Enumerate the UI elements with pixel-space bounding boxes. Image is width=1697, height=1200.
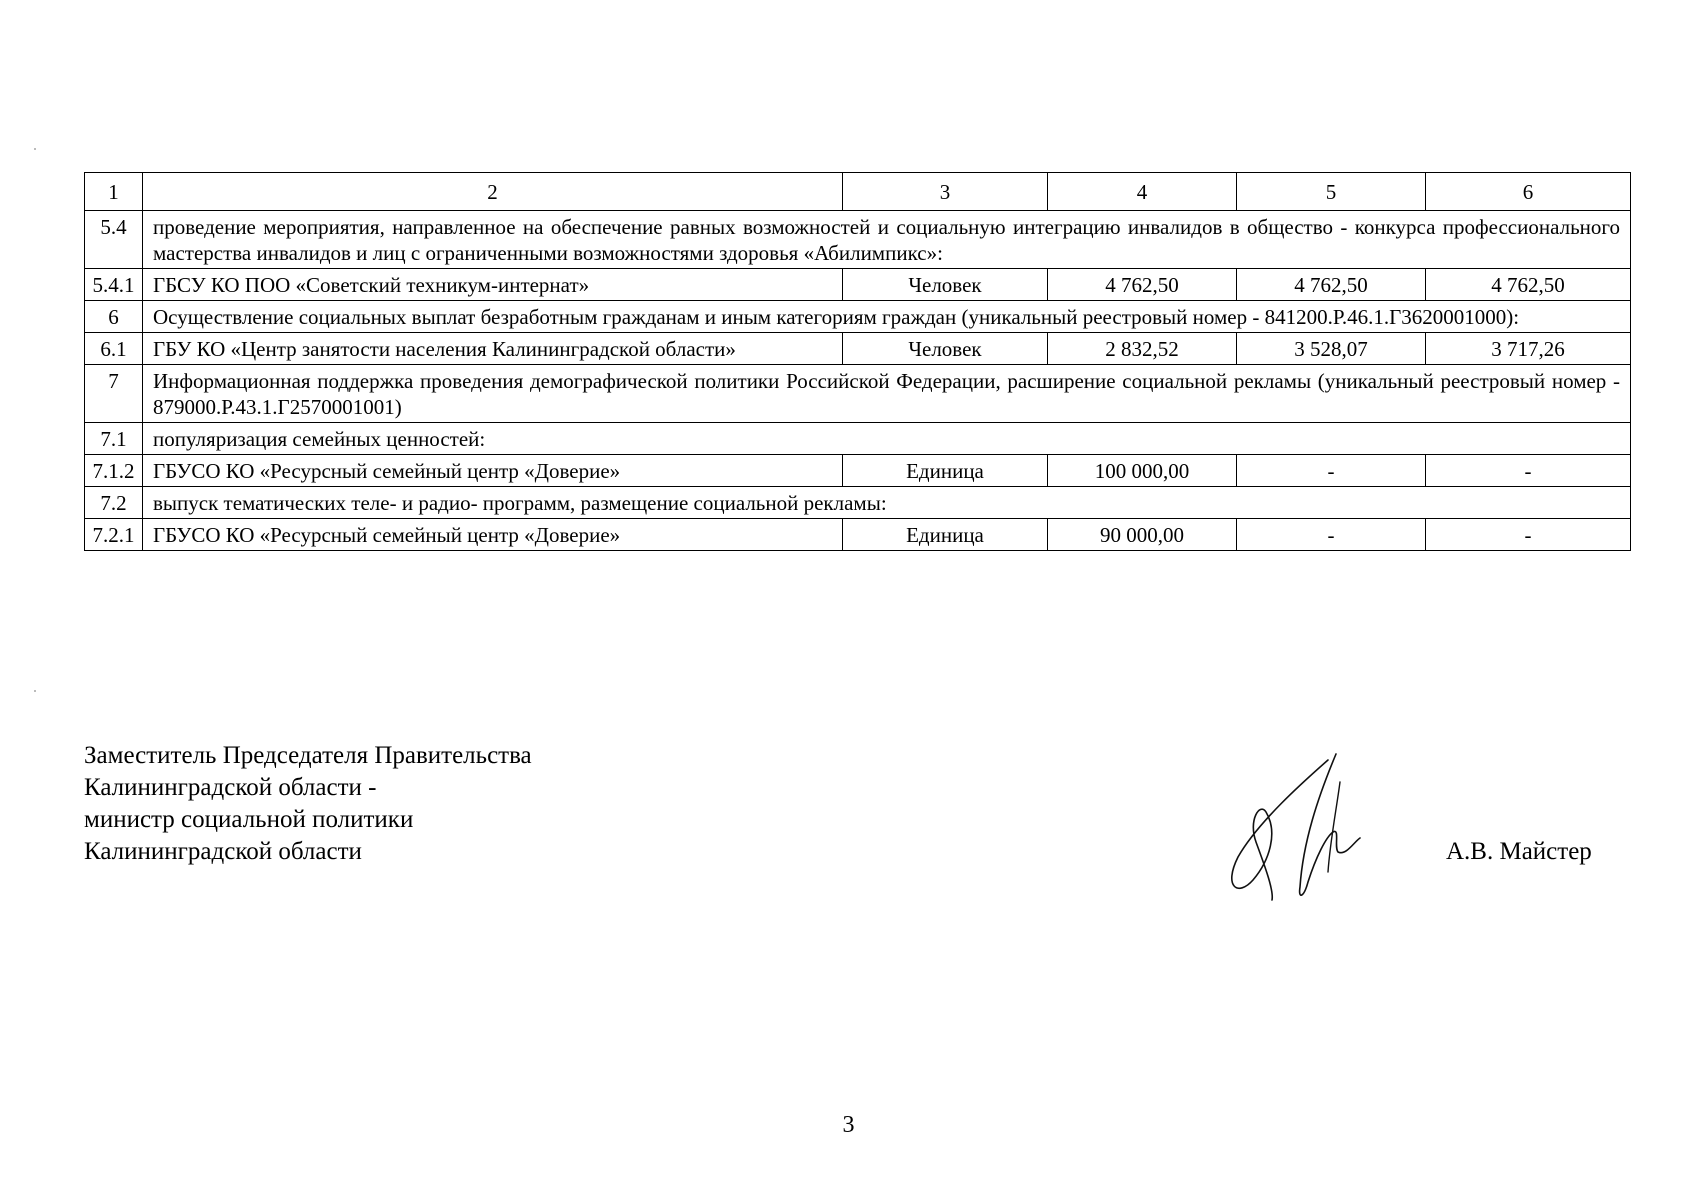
signatory-title xyxy=(84,740,532,868)
header-cell-4: 4 xyxy=(1048,173,1237,211)
signatory-title-line: министр социальной политики xyxy=(84,806,414,833)
section-row xyxy=(85,211,1631,269)
signatory-title-line: Калининградской области - xyxy=(84,774,377,801)
value-cell: - xyxy=(1237,519,1426,551)
unit-cell: Единица xyxy=(843,519,1048,551)
scan-speck xyxy=(34,690,36,692)
row-number-cell: 6 xyxy=(85,301,143,333)
unit-cell: Единица xyxy=(843,455,1048,487)
organization-cell: ГБУСО КО «Ресурсный семейный центр «Доверие» xyxy=(143,519,843,551)
item-row xyxy=(85,333,1631,365)
value-cell: 4 762,50 xyxy=(1048,269,1237,301)
section-row xyxy=(85,487,1631,519)
row-number-cell: 5.4 xyxy=(85,211,143,269)
row-number-cell: 7 xyxy=(85,365,143,423)
item-row xyxy=(85,269,1631,301)
section-description-cell: популяризация семейных ценностей: xyxy=(143,423,1631,455)
value-cell: 3 717,26 xyxy=(1426,333,1631,365)
data-table xyxy=(84,172,1631,551)
row-number-cell: 7.1 xyxy=(85,423,143,455)
organization-cell: ГБУ КО «Центр занятости населения Калининградской области» xyxy=(143,333,843,365)
section-description-cell: Информационная поддержка проведения демографической политики Российской Федерации, расширение социальной рекламы (уникальный реестровый номер - 879000.Р.43.1.Г2570001001) xyxy=(143,365,1631,423)
value-cell: 3 528,07 xyxy=(1237,333,1426,365)
value-cell: - xyxy=(1237,455,1426,487)
unit-cell: Человек xyxy=(843,333,1048,365)
section-description-cell: проведение мероприятия, направленное на обеспечение равных возможностей и социальную интеграцию инвалидов в общество - конкурса профессионального мастерства инвалидов и лиц с ограниченными возможностями здоровья «Абилимпикс»: xyxy=(143,211,1631,269)
row-number-cell: 5.4.1 xyxy=(85,269,143,301)
signatory-title-line: Калининградской области xyxy=(84,838,362,865)
signatory-name: А.В. Майстер xyxy=(1446,838,1592,865)
value-cell: 4 762,50 xyxy=(1426,269,1631,301)
value-cell: - xyxy=(1426,519,1631,551)
header-cell-1: 1 xyxy=(85,173,143,211)
section-row xyxy=(85,365,1631,423)
row-number-cell: 7.1.2 xyxy=(85,455,143,487)
header-cell-6: 6 xyxy=(1426,173,1631,211)
row-number-cell: 7.2.1 xyxy=(85,519,143,551)
value-cell: 4 762,50 xyxy=(1237,269,1426,301)
item-row xyxy=(85,455,1631,487)
value-cell: 100 000,00 xyxy=(1048,455,1237,487)
organization-cell: ГБУСО КО «Ресурсный семейный центр «Доверие» xyxy=(143,455,843,487)
row-number-cell: 7.2 xyxy=(85,487,143,519)
handwritten-signature xyxy=(1208,752,1388,902)
organization-cell: ГБСУ КО ПОО «Советский техникум-интернат» xyxy=(143,269,843,301)
value-cell: 90 000,00 xyxy=(1048,519,1237,551)
item-row xyxy=(85,519,1631,551)
section-description-cell: выпуск тематических теле- и радио- программ, размещение социальной рекламы: xyxy=(143,487,1631,519)
row-number-cell: 6.1 xyxy=(85,333,143,365)
signatory-title-line: Заместитель Председателя Правительства xyxy=(84,742,532,769)
page-number: 3 xyxy=(842,1112,855,1138)
section-row xyxy=(85,423,1631,455)
value-cell: 2 832,52 xyxy=(1048,333,1237,365)
section-row xyxy=(85,301,1631,333)
header-cell-2: 2 xyxy=(143,173,843,211)
section-description-cell: Осуществление социальных выплат безработным гражданам и иным категориям граждан (уникальный реестровый номер - 841200.Р.46.1.Г3620001000): xyxy=(143,301,1631,333)
unit-cell: Человек xyxy=(843,269,1048,301)
value-cell: - xyxy=(1426,455,1631,487)
header-cell-3: 3 xyxy=(843,173,1048,211)
table-header-row xyxy=(85,173,1631,211)
scan-speck xyxy=(34,148,36,150)
header-cell-5: 5 xyxy=(1237,173,1426,211)
